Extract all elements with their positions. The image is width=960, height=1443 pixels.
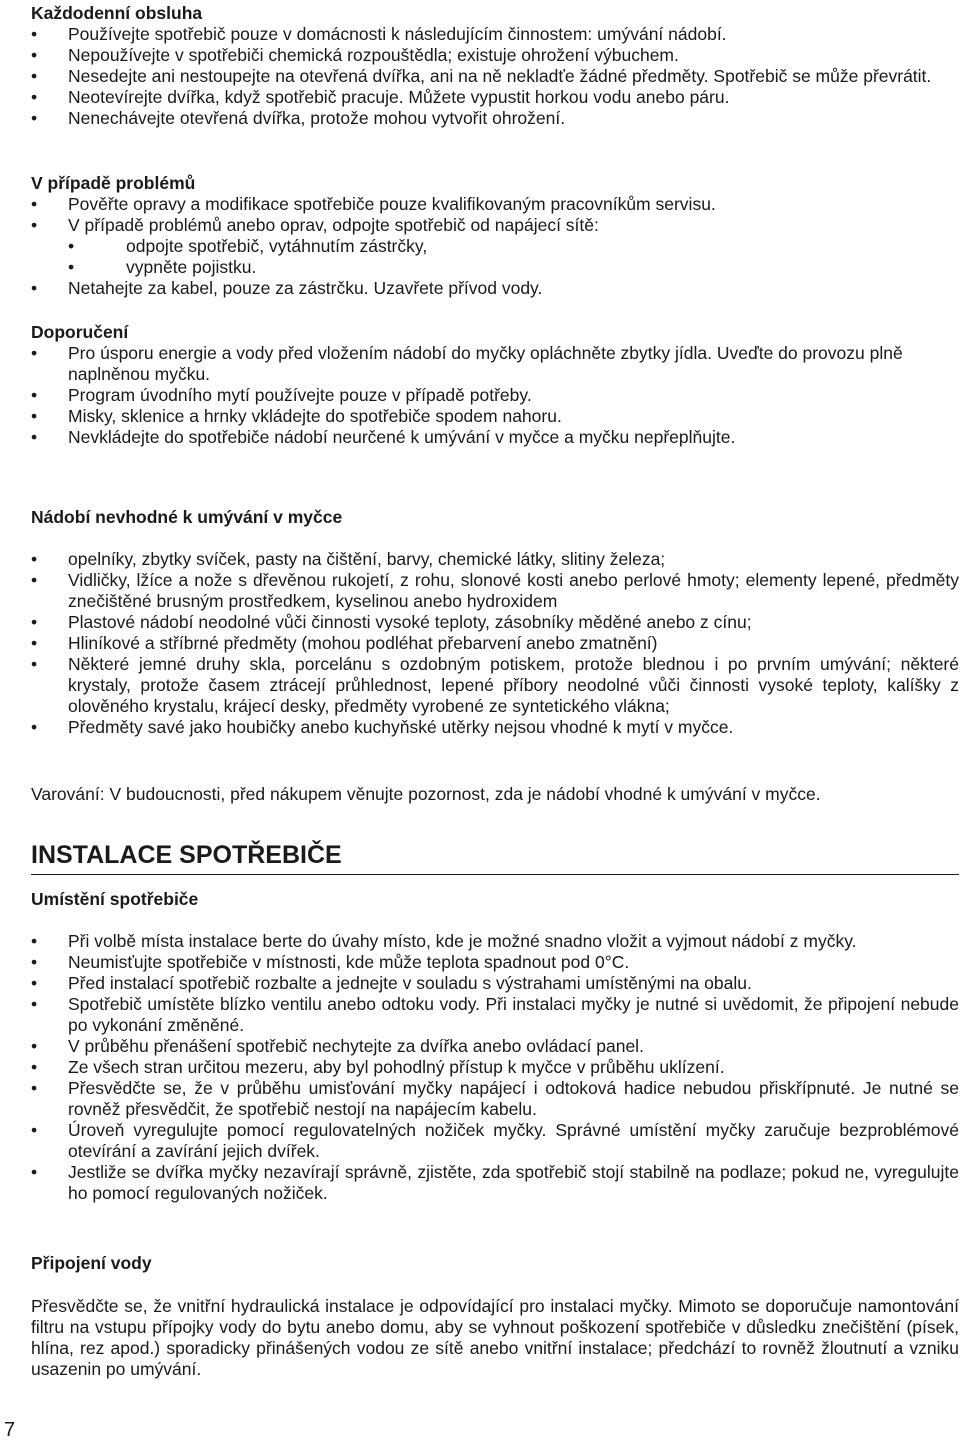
list-item: • Program úvodního mytí používejte pouze v případě potřeby. (31, 385, 959, 406)
list-item: • Některé jemné druhy skla, porcelánu s ozdobným potiskem, protože blednou i po prvním umývání; některé krystaly, protože časem ztrácejí průhlednost, lepené příbory neodolné vůči činnosti vysoké teploty, kalíšky z olověného krystalu, krájecí desky, předměty vyrobené ze syntetického vlákna; (31, 654, 959, 717)
unsuitable-dishes-list (31, 549, 959, 738)
page-number: 7 (4, 1419, 16, 1441)
sub-list-item: • odpojte spotřebič, vytáhnutím zástrčky, (31, 236, 959, 257)
list-item: • Misky, sklenice a hrnky vkládejte do spotřebiče spodem nahoru. (31, 406, 959, 427)
list-item: • Při volbě místa instalace berte do úvahy místo, kde je možné snadno vložit a vyjmout nádobí z myčky. (31, 931, 959, 952)
list-item: • Před instalací spotřebič rozbalte a jednejte v souladu s výstrahami umístěnými na obalu. (31, 973, 959, 994)
heading-unsuitable-dishes: Nádobí nevhodné k umývání v myčce (31, 507, 343, 527)
heading-problems: V případě problémů (31, 173, 196, 193)
list-item: • V průběhu přenášení spotřebič nechytejte za dvířka anebo ovládací panel. (31, 1036, 959, 1057)
heading-water-connection: Připojení vody (31, 1253, 152, 1273)
list-item: • Používejte spotřebič pouze v domácnosti k následujícím činnostem: umývání nádobí. (31, 24, 959, 45)
list-item: • Úroveň vyregulujte pomocí regulovatelných nožiček myčky. Správné umístění myčky zaručuje bezproblémové otevírání a zavírání jejich dvířek. (31, 1120, 959, 1162)
list-item: • Nenechávejte otevřená dvířka, protože mohou vytvořit ohrožení. (31, 108, 959, 129)
heading-installation: INSTALACE SPOTŘEBIČE (31, 840, 959, 875)
list-item: • Nevkládejte do spotřebiče nádobí neurčené k umývání v myčce a myčku nepřeplňujte. (31, 427, 959, 448)
list-item: • Pověřte opravy a modifikace spotřebiče pouze kvalifikovaným pracovníkům servisu. (31, 194, 959, 215)
list-item: • Předměty savé jako houbičky anebo kuchyňské utěrky nejsou vhodné k mytí v myčce. (31, 717, 959, 738)
warning-paragraph: Varování: V budoucnosti, před nákupem věnujte pozornost, zda je nádobí vhodné k umývání v myčce. (31, 784, 821, 804)
placement-list (31, 931, 959, 1204)
list-item: • Jestliže se dvířka myčky nezavírají správně, zjistěte, zda spotřebič stojí stabilně na podlaze; pokud ne, vyregulujte ho pomocí regulovaných nožiček. (31, 1162, 959, 1204)
list-item: • V případě problémů anebo oprav, odpojte spotřebič od napájecí sítě: (31, 215, 959, 236)
heading-placement: Umístění spotřebiče (31, 889, 199, 909)
list-item: • Nepoužívejte v spotřebiči chemická rozpouštědla; existuje ohrožení výbuchem. (31, 45, 959, 66)
list-item: • Plastové nádobí neodolné vůči činnosti vysoké teploty, zásobníky měděné anebo z cínu; (31, 612, 959, 633)
heading-daily-use: Každodenní obsluha (31, 3, 203, 23)
list-item: • Nesedejte ani nestoupejte na otevřená dvířka, ani na ně nekladťe žádné předměty. Spotřebič se může převrátit. (31, 66, 959, 87)
list-item: • Pro úsporu energie a vody před vložením nádobí do myčky opláchněte zbytky jídla. Uveďte do provozu plně naplněnou myčku. (31, 343, 959, 385)
list-item: • Hliníkové a stříbrné předměty (mohou podléhat přebarvení anebo zmatnění) (31, 633, 959, 654)
daily-use-list (31, 24, 959, 129)
list-item: • Spotřebič umístěte blízko ventilu anebo odtoku vody. Při instalaci myčky je nutné si uvědomit, že připojení nebude po vykonání změněné. (31, 994, 959, 1036)
list-item: • Ze všech stran určitou mezeru, aby byl pohodlný přístup k myčce v průběhu uklízení. (31, 1057, 959, 1078)
recommendations-list (31, 343, 959, 448)
sub-list-item: • vypněte pojistku. (31, 257, 959, 278)
list-item: • Vidličky, lžíce a nože s dřevěnou rukojetí, z rohu, slonové kosti anebo perlové hmoty; elementy lepené, předměty znečištěné brusným prostředkem, kyselinou anebo hydroxidem (31, 570, 959, 612)
list-item: • opelníky, zbytky svíček, pasty na čištění, barvy, chemické látky, slitiny železa; (31, 549, 959, 570)
section-recommendations (31, 321, 959, 448)
section-problems (31, 172, 959, 299)
water-connection-paragraph: Přesvědčte se, že vnitřní hydraulická instalace je odpovídající pro instalaci myčky. Mimoto se doporučuje namontování filtru na vstupu přípojky vody do bytu anebo domu, aby se vyhnout poškození spotřebiče v důsledku znečištění (písek, hlína, rez apod.) sporadicky přinášených vodou ze sítě anebo vnitřní instalace; předchází to rovněž žloutnutí a vzniku usazenin po umývání. (31, 1296, 959, 1379)
section-daily-use (31, 2, 959, 129)
heading-recommendations: Doporučení (31, 322, 129, 342)
problems-list (31, 194, 959, 299)
list-item: • Neumisťujte spotřebiče v místnosti, kde může teplota spadnout pod 0°C. (31, 952, 959, 973)
list-item: • Neotevírejte dvířka, když spotřebič pracuje. Můžete vypustit horkou vodu anebo páru. (31, 87, 959, 108)
list-item: • Přesvědčte se, že v průběhu umisťování myčky napájecí i odtoková hadice nebudou přiskřípnuté. Je nutné se rovněž přesvědčit, že spotřebič nestojí na napájecím kabelu. (31, 1078, 959, 1120)
list-item: • Netahejte za kabel, pouze za zástrčku. Uzavřete přívod vody. (31, 278, 959, 299)
